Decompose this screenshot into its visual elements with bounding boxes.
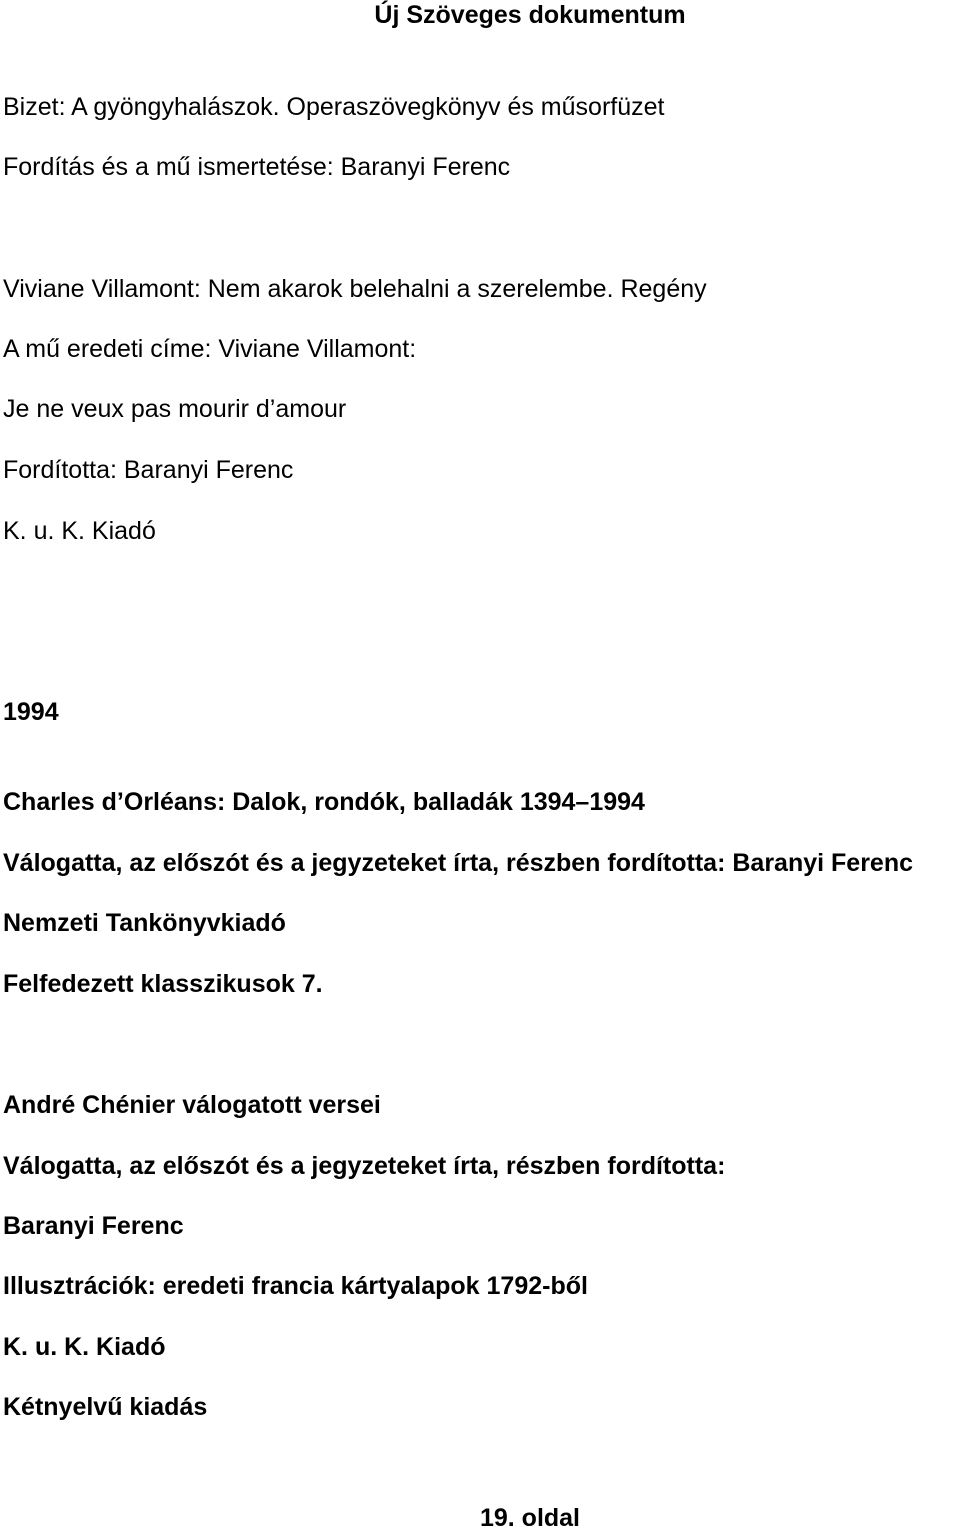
entry-orleans-editor: Válogatta, az előszót és a jegyzeteket írta, részben fordította: Baranyi Ferenc — [3, 849, 913, 877]
entry-orleans-title: Charles d’Orléans: Dalok, rondók, balladák 1394–1994 — [3, 788, 645, 816]
entry-orleans-series: Felfedezett klasszikusok 7. — [3, 970, 323, 998]
entry-orleans-publisher: Nemzeti Tankönyvkiadó — [3, 909, 286, 937]
entry-bizet-title: Bizet: A gyöngyhalászok. Operaszövegkönyv és műsorfüzet — [3, 93, 665, 121]
entry-chenier-translator: Baranyi Ferenc — [3, 1212, 184, 1240]
entry-chenier-edition: Kétnyelvű kiadás — [3, 1393, 208, 1421]
entry-villamont-original-label: A mű eredeti címe: Viviane Villamont: — [3, 335, 417, 363]
entry-chenier-publisher: K. u. K. Kiadó — [3, 1333, 166, 1361]
entry-villamont-title: Viviane Villamont: Nem akarok belehalni a szerelembe. Regény — [3, 275, 707, 303]
document-title: Új Szöveges dokumentum — [374, 1, 686, 29]
entry-chenier-editor: Válogatta, az előszót és a jegyzeteket írta, részben fordította: — [3, 1152, 726, 1180]
page-number: 19. oldal — [479, 1504, 581, 1532]
entry-villamont-original-title: Je ne veux pas mourir d’amour — [3, 395, 347, 423]
entry-villamont-translator: Fordította: Baranyi Ferenc — [3, 456, 294, 484]
year-heading: 1994 — [3, 698, 59, 726]
entry-chenier-title: André Chénier válogatott versei — [3, 1091, 381, 1119]
entry-bizet-translation: Fordítás és a mű ismertetése: Baranyi Ferenc — [3, 153, 511, 181]
entry-villamont-publisher: K. u. K. Kiadó — [3, 517, 156, 545]
entry-chenier-illustrations: Illusztrációk: eredeti francia kártyalapok 1792-ből — [3, 1272, 588, 1300]
